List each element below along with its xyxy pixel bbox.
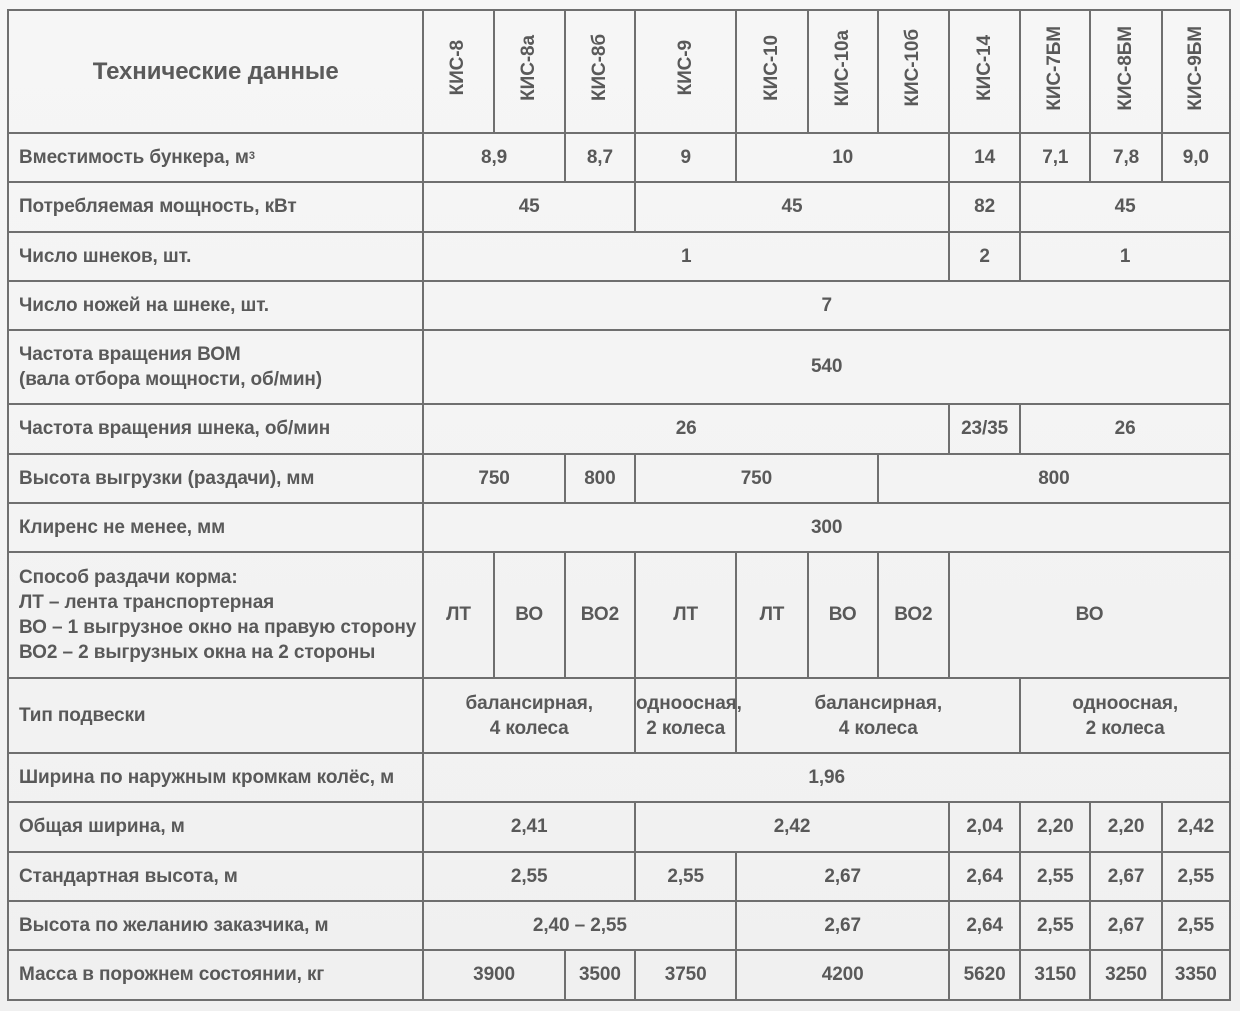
cell-value: 750 <box>635 454 878 503</box>
cell-value: 800 <box>878 454 1230 503</box>
row-label: Клиренс не менее, мм <box>8 503 423 552</box>
row-suspension <box>8 678 1230 753</box>
cell-value: 3750 <box>635 950 736 1000</box>
row-hopper <box>8 133 1230 182</box>
cell-value: 2,55 <box>1020 901 1090 950</box>
model-header: КИС-8б <box>565 10 635 133</box>
cell-value: 2,20 <box>1020 802 1090 852</box>
cell-value: 10 <box>736 133 949 182</box>
row-custom-height <box>8 901 1230 950</box>
cell-value: 2,55 <box>1162 852 1230 901</box>
cell-value: 9 <box>635 133 736 182</box>
cell-value: 2 <box>949 232 1020 281</box>
cell-value: 45 <box>1020 182 1230 232</box>
cell-value: 26 <box>423 404 949 454</box>
row-knives <box>8 281 1230 330</box>
cell-value: 2,55 <box>1162 901 1230 950</box>
model-header: КИС-14 <box>949 10 1020 133</box>
cell-value: 45 <box>423 182 635 232</box>
model-header: КИС-10б <box>878 10 949 133</box>
cell-value: 2,67 <box>736 901 949 950</box>
row-label: Ширина по наружным кромкам колёс, м <box>8 753 423 802</box>
cell-value: ЛТ <box>635 552 736 678</box>
cell-value: 5620 <box>949 950 1020 1000</box>
row-total-width <box>8 802 1230 852</box>
model-header: КИС-10 <box>736 10 807 133</box>
cell-value: 1 <box>423 232 949 281</box>
cell-value: 2,55 <box>423 852 635 901</box>
cell-value: 14 <box>949 133 1020 182</box>
cell-value: ВО2 <box>565 552 635 678</box>
row-label: Высота выгрузки (раздачи), мм <box>8 454 423 503</box>
model-header: КИС-8БМ <box>1090 10 1161 133</box>
header-row <box>8 10 1230 133</box>
cell-value: 1 <box>1020 232 1230 281</box>
cell-value: 82 <box>949 182 1020 232</box>
row-augers <box>8 232 1230 281</box>
cell-value: 8,9 <box>423 133 564 182</box>
cell-value: 2,42 <box>1162 802 1230 852</box>
model-header: КИС-10а <box>808 10 878 133</box>
cell-value: 7,1 <box>1020 133 1090 182</box>
cell-value: 1,96 <box>423 753 1230 802</box>
technical-data-table <box>7 9 1231 1001</box>
cell-value: 2,40 – 2,55 <box>423 901 736 950</box>
cell-value: ВО <box>808 552 878 678</box>
cell-value: 3250 <box>1090 950 1161 1000</box>
row-label: Частота вращения шнека, об/мин <box>8 404 423 454</box>
cell-value: 540 <box>423 330 1230 404</box>
row-label: Число ножей на шнеке, шт. <box>8 281 423 330</box>
cell-value: одноосная, 2 колеса <box>1020 678 1230 753</box>
row-label: Стандартная высота, м <box>8 852 423 901</box>
row-pto <box>8 330 1230 404</box>
row-label: Вместимость бункера, $м^3$ <box>8 133 423 182</box>
cell-value: ЛТ <box>423 552 493 678</box>
cell-value: 2,67 <box>1090 852 1161 901</box>
row-label: Число шнеков, шт. <box>8 232 423 281</box>
row-label: Частота вращения ВОМ (вала отбора мощности, об/мин) <box>8 330 423 404</box>
model-header: КИС-9БМ <box>1162 10 1230 133</box>
cell-value: 2,67 <box>1090 901 1161 950</box>
row-mass <box>8 950 1230 1000</box>
cell-value: 2,55 <box>1020 852 1090 901</box>
model-header: КИС-7БМ <box>1020 10 1090 133</box>
row-unload-height <box>8 454 1230 503</box>
row-label: Масса в порожнем состоянии, кг <box>8 950 423 1000</box>
cell-value: балансирная, 4 колеса <box>423 678 635 753</box>
cell-value: 9,0 <box>1162 133 1230 182</box>
cell-value: 7 <box>423 281 1230 330</box>
cell-value: 3500 <box>565 950 635 1000</box>
row-label: Способ раздачи корма: ЛТ – лента транспортерная ВО – 1 выгрузное окно на правую сторону ВО2 – 2 выгрузных окна на 2 стороны <box>8 552 423 678</box>
cell-value: 2,67 <box>736 852 949 901</box>
cell-value: 2,64 <box>949 852 1020 901</box>
row-clearance <box>8 503 1230 552</box>
cell-value: балансирная, 4 колеса <box>736 678 1020 753</box>
row-power <box>8 182 1230 232</box>
cell-value: 45 <box>635 182 949 232</box>
cell-value: 8,7 <box>565 133 635 182</box>
cell-value: ВО2 <box>878 552 949 678</box>
cell-value: 2,41 <box>423 802 635 852</box>
cell-value: 2,64 <box>949 901 1020 950</box>
row-auger-speed <box>8 404 1230 454</box>
cell-value: одноосная, 2 колеса <box>635 678 736 753</box>
row-label: Общая ширина, м <box>8 802 423 852</box>
cell-value: 800 <box>565 454 635 503</box>
model-header: КИС-8а <box>494 10 565 133</box>
row-label: Потребляемая мощность, кВт <box>8 182 423 232</box>
table-title: Технические данные <box>8 10 423 133</box>
cell-value: 3350 <box>1162 950 1230 1000</box>
cell-value: 3150 <box>1020 950 1090 1000</box>
cell-value: ЛТ <box>736 552 807 678</box>
cell-value: ВО <box>494 552 565 678</box>
row-distribution <box>8 552 1230 678</box>
model-header: КИС-8 <box>423 10 493 133</box>
cell-value: 300 <box>423 503 1230 552</box>
cell-value: 2,55 <box>635 852 736 901</box>
row-wheel-width <box>8 753 1230 802</box>
row-label: Высота по желанию заказчика, м <box>8 901 423 950</box>
cell-value: 750 <box>423 454 564 503</box>
cell-value: ВО <box>949 552 1230 678</box>
cell-value: 23/35 <box>949 404 1020 454</box>
row-std-height <box>8 852 1230 901</box>
cell-value: 2,04 <box>949 802 1020 852</box>
cell-value: 2,42 <box>635 802 949 852</box>
cell-value: 3900 <box>423 950 564 1000</box>
model-header: КИС-9 <box>635 10 736 133</box>
cell-value: 2,20 <box>1090 802 1161 852</box>
cell-value: 7,8 <box>1090 133 1161 182</box>
row-label: Тип подвески <box>8 678 423 753</box>
cell-value: 4200 <box>736 950 949 1000</box>
cell-value: 26 <box>1020 404 1230 454</box>
